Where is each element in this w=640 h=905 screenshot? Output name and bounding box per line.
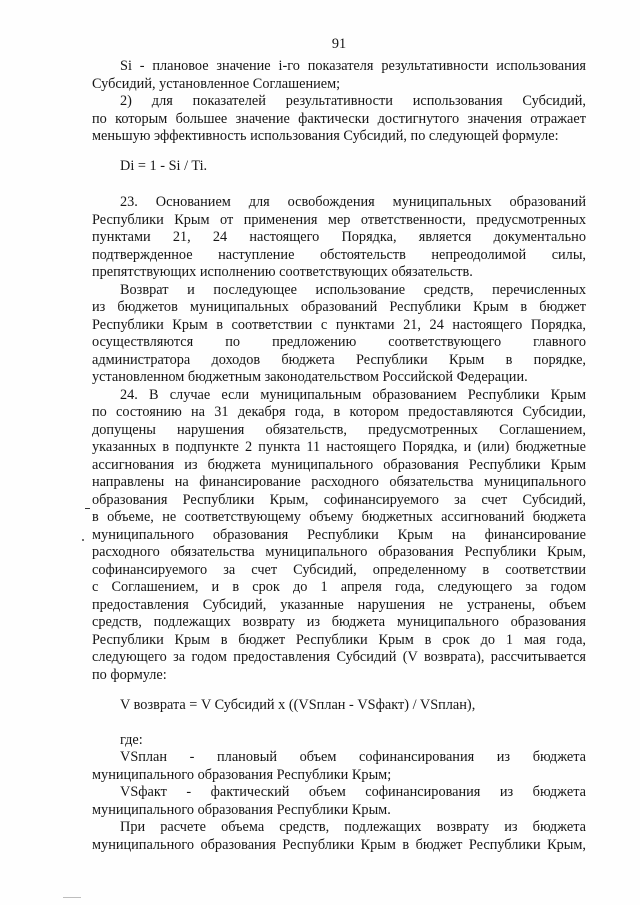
- text-line: ассигнования из бюджета муниципального образования Республики Крым: [92, 456, 586, 473]
- text-line: установленном бюджетным законодательством Российской Федерации.: [92, 369, 528, 385]
- formula-line: Di = 1 - Si / Ti.: [120, 158, 208, 174]
- paragraph-calculation: [92, 819, 586, 854]
- text-line: Субсидий, установленное Соглашением;: [92, 75, 341, 92]
- text-line: При расчете объема средств, подлежащих возврату из бюджета: [120, 819, 586, 835]
- paragraph-item-2: [92, 93, 586, 146]
- text-line: меньшую эффективность использования Субсидий, по следующей формуле:: [92, 128, 559, 144]
- formula-v-return: [92, 697, 586, 715]
- paragraph-23: [92, 194, 586, 282]
- text-line: VSфакт - фактический объем софинансирования из бюджета: [120, 784, 586, 800]
- text-line: по которым большее значение фактически достигнутого значения отражает: [92, 110, 586, 127]
- scan-mark: [63, 897, 81, 898]
- paragraph-si-definition: [92, 58, 586, 93]
- text-line: в объеме, не соответствующему объему бюджетных ассигнований бюджета: [92, 509, 586, 525]
- text-line: Возврат и последующее использование средств, перечисленных: [120, 281, 586, 298]
- text-line: пунктами 21, 24 настоящего Порядка, является документально: [92, 229, 586, 245]
- text-line: Республики Крым от применения мер ответственности, предусмотренных: [92, 211, 586, 228]
- paragraph-where: [92, 732, 586, 750]
- scan-mark: [85, 508, 90, 509]
- text-line: по состоянию на 31 декабря года, в котором предоставляются Субсидии,: [92, 404, 586, 420]
- text-line: администратора доходов бюджета Республики Крым в порядке,: [92, 351, 586, 368]
- formula-line: V возврата = V Субсидий x ((VSплан - VSфакт) / VSплан),: [120, 696, 476, 713]
- paragraph-vs-fact: [92, 784, 586, 819]
- text-line: муниципального образования Республики Крым;: [92, 766, 392, 783]
- text-line: предоставления Субсидий, указанные нарушения не устранены, объем: [92, 596, 586, 613]
- text-line: Si - плановое значение i-го показателя результативности использования: [120, 58, 586, 74]
- text-line: подтвержденное наступление обстоятельств непреодолимой силы,: [92, 246, 586, 263]
- formula-di: [92, 158, 586, 176]
- text-line: образования Республики Крым, софинансируемого за счет Субсидий,: [92, 491, 586, 508]
- text-line: по формуле:: [92, 666, 167, 683]
- scan-mark: [82, 539, 84, 541]
- paragraph-return: [92, 282, 586, 387]
- text-line: из бюджетов муниципальных образований Республики Крым в бюджет: [92, 299, 586, 315]
- text-line: с Соглашением, и в срок до 1 апреля года, следующего за годом: [92, 579, 586, 595]
- text-line: допущены нарушения обязательств, предусмотренных Соглашением,: [92, 421, 586, 438]
- page-body: [92, 36, 586, 854]
- text-line: софинансируемого за счет Субсидий, определенному в соответствии: [92, 561, 586, 578]
- text-line: направлены на финансирование расходного обязательства муниципального: [92, 474, 586, 490]
- page-number: 91: [331, 36, 347, 52]
- text-line: 2) для показателей результативности использования Субсидий,: [120, 93, 586, 109]
- text-line: муниципального образования Республики Крым на финансирование: [92, 526, 586, 543]
- text-line: средств, подлежащих возврату из бюджета муниципального образования: [92, 614, 586, 630]
- text-line: муниципального образования Республики Крым в бюджет Республики Крым,: [92, 836, 586, 853]
- text-line: муниципального образования Республики Крым.: [92, 801, 391, 818]
- paragraph-vs-plan: [92, 749, 586, 784]
- text-line: следующего за годом предоставления Субсидий (V возврата), рассчитывается: [92, 649, 586, 665]
- paragraph-24: [92, 387, 586, 685]
- text-line: осуществляются по предложению соответствующего главного: [92, 334, 586, 350]
- text-line: VSплан - плановый объем софинансирования из бюджета: [120, 749, 586, 765]
- text-line: расходного обязательства муниципального образования Республики Крым,: [92, 544, 586, 560]
- text-line: препятствующих исполнению соответствующих обязательств.: [92, 264, 473, 280]
- text-line: где:: [120, 731, 143, 748]
- text-line: указанных в подпункте 2 пункта 11 настоящего Порядка, и (или) бюджетные: [92, 439, 586, 455]
- text-line: 23. Основанием для освобождения муниципальных образований: [120, 194, 586, 210]
- text-line: 24. В случае если муниципальным образованием Республики Крым: [120, 386, 586, 403]
- text-line: Республики Крым в соответствии с пунктами 21, 24 настоящего Порядка,: [92, 316, 586, 333]
- text-line: Республики Крым в бюджет Республики Крым в срок до 1 мая года,: [92, 631, 586, 648]
